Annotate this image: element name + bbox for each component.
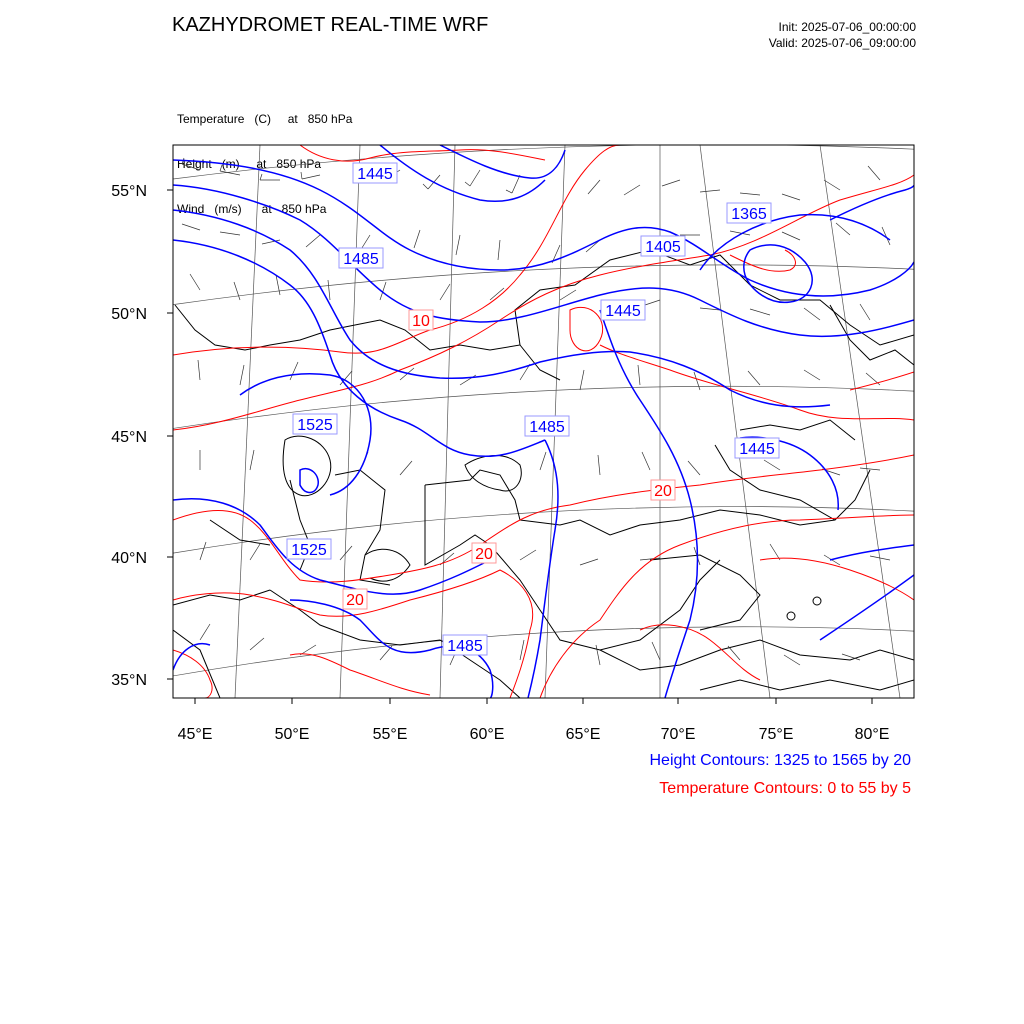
lon-label-80: 80°E	[854, 726, 890, 743]
svg-text:1445: 1445	[739, 441, 775, 458]
svg-text:1525: 1525	[291, 542, 327, 559]
wind-barbs	[182, 158, 890, 665]
height-label	[287, 539, 331, 559]
height-labels	[287, 163, 779, 655]
lat-label-55: 55°N	[111, 183, 147, 200]
svg-text:1525: 1525	[297, 417, 333, 434]
lat-label-35: 35°N	[111, 672, 147, 689]
lat-label-45: 45°N	[111, 429, 147, 446]
svg-text:20: 20	[654, 483, 672, 500]
height-label	[339, 248, 383, 268]
svg-text:1485: 1485	[447, 638, 483, 655]
svg-text:1485: 1485	[343, 251, 379, 268]
height-label	[525, 416, 569, 436]
svg-text:1445: 1445	[605, 303, 641, 320]
svg-text:20: 20	[475, 546, 493, 563]
height-label	[727, 203, 771, 223]
height-label	[443, 635, 487, 655]
svg-text:1365: 1365	[731, 206, 767, 223]
svg-text:1485: 1485	[529, 419, 565, 436]
valid-time: Valid: 2025-07-06_09:00:00	[768, 36, 916, 50]
temperature-contours-legend: Temperature Contours: 0 to 55 by 5	[659, 780, 911, 797]
temperature-label	[472, 543, 496, 563]
field-wind: Wind (m/s) at 850 hPa	[177, 202, 327, 216]
svg-text:10: 10	[412, 313, 430, 330]
lon-label-55: 55°E	[372, 726, 408, 743]
height-label	[735, 438, 779, 458]
svg-text:20: 20	[346, 592, 364, 609]
init-time: Init: 2025-07-06_00:00:00	[778, 20, 916, 34]
country-borders	[173, 250, 914, 698]
svg-text:1445: 1445	[357, 166, 393, 183]
temperature-label	[343, 589, 367, 609]
temperature-label	[409, 310, 433, 330]
lon-label-60: 60°E	[469, 726, 505, 743]
height-label	[353, 163, 397, 183]
lon-label-75: 75°E	[758, 726, 794, 743]
lon-label-45: 45°E	[177, 726, 213, 743]
lon-label-70: 70°E	[660, 726, 696, 743]
height-label	[641, 236, 685, 256]
height-label	[293, 414, 337, 434]
field-temperature: Temperature (C) at 850 hPa	[177, 112, 353, 126]
map-title: KAZHYDROMET REAL-TIME WRF	[172, 14, 489, 36]
field-height: Height (m) at 850 hPa	[177, 157, 322, 171]
temperature-label	[651, 480, 675, 500]
lat-label-40: 40°N	[111, 550, 147, 567]
small-features	[787, 597, 821, 620]
height-label	[601, 300, 645, 320]
lon-label-50: 50°E	[274, 726, 310, 743]
lon-label-65: 65°E	[565, 726, 601, 743]
height-contours-legend: Height Contours: 1325 to 1565 by 20	[649, 752, 911, 769]
svg-text:1405: 1405	[645, 239, 681, 256]
lat-label-50: 50°N	[111, 306, 147, 323]
